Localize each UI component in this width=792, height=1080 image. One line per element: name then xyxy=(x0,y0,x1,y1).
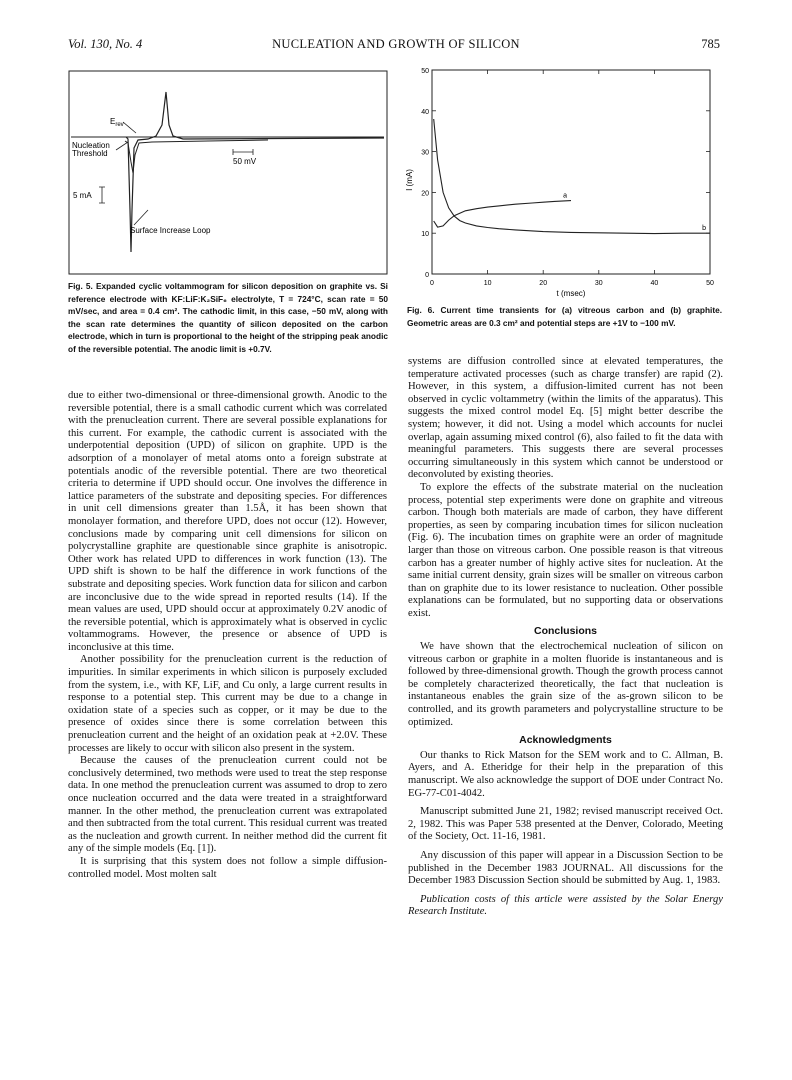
section-heading-conclusions: Conclusions xyxy=(533,625,597,638)
y-tick-label: 20 xyxy=(421,190,429,198)
fig5-scale-v-label: 50 mV xyxy=(233,157,257,166)
fig5-caption: Fig. 5. Expanded cyclic voltammogram for silicon deposition on graphite vs. Si reference electrode with KF:LiF:K₂SiF₆ electrolyte, T = 724°C, scan rate = 50 mV/sec, and area = 0.4 cm². The cathodic limit, in this case, −50 mV, along with the scan rate determines the quantity of silicon deposited on the carbon electrode, which in turn is proportional to the height of the stripping peak anodic of the reversible potential. The anodic limit is +0.7V. xyxy=(68,281,388,354)
paragraph: It is surprising that this system does not follow a simple diffusion-controlled model. Most molten salt xyxy=(68,855,387,880)
x-tick-label: 0 xyxy=(430,280,434,287)
fig5-nucleation-label: Nucleation xyxy=(72,141,110,150)
y-tick-label: 30 xyxy=(421,149,429,157)
paragraph: Our thanks to Rick Matson for the SEM work and to C. Allman, B. Ayers, and A. Etheridge for their help in the preparation of this manuscript. We also acknowledge the support of DOE under Contract No. EG-77-C01-4042. xyxy=(408,749,723,799)
paragraph: To explore the effects of the substrate material on the nucleation process, potential step experiments were done on graphite and vitreous carbon. Though both materials are made of carbon, they have different properties, as seen by comparing incubation times for silicon nucleation (Fig. 6). The incubation times on graphite were an order of magnitude larger than those on vitreous carbon. One possible reason is that vitreous carbon has a greater number of highly active sites for nucleation. At the same initial current density, grain sizes will be smaller on vitreous carbon than on graphite due to its lower resistance to nucleation. Other possible explanations can be formulated, but no supporting data or observations exist. xyxy=(408,481,723,619)
y-tick-label: 0 xyxy=(425,272,429,279)
x-tick-label: 10 xyxy=(483,280,492,287)
series-b-line xyxy=(434,119,710,234)
x-tick-label: 30 xyxy=(594,280,603,287)
series-b-label: b xyxy=(702,225,706,233)
fig5-erev-label: $E_{rev}$ xyxy=(110,117,124,128)
fig5-scale-v-bar xyxy=(233,149,253,155)
journal-volume: Vol. 130, No. 4 xyxy=(68,37,143,51)
fig5-frame xyxy=(69,71,387,274)
fig6-x-axis-label: t (msec) xyxy=(556,289,586,298)
page-number: 785 xyxy=(701,37,720,51)
x-tick-label: 40 xyxy=(650,280,659,287)
x-tick-label: 20 xyxy=(539,280,548,287)
paragraph: systems are diffusion controlled since at elevated temperatures, the temperature activated processes (such as charge transfer) are rapid (2). However, in this system, a diffusion-limited current has not been observed in cyclic voltammetry (within the limits of the apparatus). This suggests the mixed control model Eq. [5] might better describe the system; however, it did not. Using a model which accounts for nuclei overlap, again assuming mixed control (6), also failed to fit the data with meaningful parameters. This suggests there are several processes occurring simultaneously in this system which cannot be understood or deconvoluted by existing theories. xyxy=(408,356,723,481)
fig6-y-axis-label: I (mA) xyxy=(405,169,414,191)
fig5-erev-arrow xyxy=(123,122,136,133)
paragraph: We have shown that the electrochemical nucleation of silicon on vitreous carbon or graphite in a molten fluoride is instantaneous and is followed by three-dimensional growth. Though the growth process cannot be completely characterized theoretically, the fact that nucleation is instantaneous enables the grain size of the as-grown silicon to be controlled, and its growth parameters and polycrystalline structure to be optimized. xyxy=(408,641,723,728)
discussion-note: Any discussion of this paper will appear in a Discussion Section to be published in the December 1983 JOURNAL. All discussions for the December 1983 Discussion Section should be submitted by Aug. 1, 1983. xyxy=(408,849,723,887)
fig5-scale-i-bar xyxy=(99,187,105,203)
fig5-loop-label: Surface Increase Loop xyxy=(130,226,211,235)
fig5-loop-arrow xyxy=(134,210,148,225)
fig5-threshold-arrow xyxy=(116,142,128,150)
fig6-caption: Fig. 6. Current time transients for (a) vitreous carbon and (b) graphite. Geometric areas are 0.3 cm² and potential steps are +1V to −100 mV. xyxy=(407,305,722,328)
section-heading-acknowledgments: Acknowledgments xyxy=(519,734,612,747)
fig5-threshold-label: Threshold xyxy=(72,149,108,158)
series-a-label: a xyxy=(563,192,567,200)
y-tick-label: 40 xyxy=(421,108,429,116)
series-a-line xyxy=(434,201,571,228)
fig6-plot-frame xyxy=(432,70,710,274)
publication-costs-note: Publication costs of this article were assisted by the Solar Energy Research Institute. xyxy=(408,893,723,918)
right-column xyxy=(408,356,723,919)
fig5-scale-i-label: 5 mA xyxy=(73,191,92,200)
paragraph: Another possibility for the prenucleation current is the reduction of impurities. In similar experiments in which silicon is purposely excluded from the system, i.e., with KF, LiF, and Cu only, a large current results in response to a potential step. This current may be due to a change in oxidation state of a species such as copper, or it may be due to the presence of oxides since there is some correlation between this prenucleation current and the height of an oxidation peak at +2.0V. These processes are likely to occur with silicon also present in the system. xyxy=(68,654,387,754)
y-tick-label: 50 xyxy=(421,68,429,75)
x-tick-label: 50 xyxy=(706,280,714,287)
manuscript-note: Manuscript submitted June 21, 1982; revised manuscript received Oct. 2, 1982. This was Paper 538 presented at the Denver, Colorado, Meeting of the Society, Oct. 11-16, 1981. xyxy=(408,806,723,843)
y-tick-label: 10 xyxy=(421,231,429,239)
paragraph: Because the causes of the prenucleation current could not be conclusively determined, two methods were used to treat the step response data. In one method the prenucleation current was assumed to drop to zero once nucleation occurred and the data were treated in a straightforward manner. In the other method, the prenucleation current was extrapolated and then subtracted from the total current. This residual current was treated as the nucleation and growth current. In neither method did the current fit any of the simple models (Eq. [1]). xyxy=(68,755,387,855)
fig5-voltammogram xyxy=(68,70,388,275)
fig6-current-transient-chart xyxy=(402,62,732,302)
running-title: NUCLEATION AND GROWTH OF SILICON xyxy=(272,37,520,51)
left-column xyxy=(68,390,387,881)
paragraph: due to either two-dimensional or three-dimensional growth. Anodic to the reversible potential, there is a small cathodic current which was correlated with the prenucleation current. There are several possible explanations for this current. For example, the cathodic current is associated with the underpotential deposition (UPD) of silicon on graphite. UPD is the adsorption of a monolayer of metal atoms onto a foreign substrate at potentials anodic of the reversible potential. There are two theoretical criteria to determine if UPD should occur. One involves the difference in lattice parameters of the substrate and depositing species. For differences in unit cell dimensions greater than 1.5Å, it has been shown that monolayer formation, and therefore UPD, does not occur (12). However, conclusions made by comparing unit cell dimensions for silicon on polycrystalline graphite are questionable since graphite is anisotropic. Other work has related UPD to differences in work function (13). The UPD shift is shown to be half the difference in work functions of the substrate and depositing species. Work function data for silicon and carbon are inconclusive due to the wide spread in reported results (14). If the mean values are used, UPD should occur at approximately 0.2V anodic of the reversible potential, which is approximately what is observed in cyclic voltammograms. However, the presence or absence of UPD is inconclusive at this time. xyxy=(68,390,387,653)
